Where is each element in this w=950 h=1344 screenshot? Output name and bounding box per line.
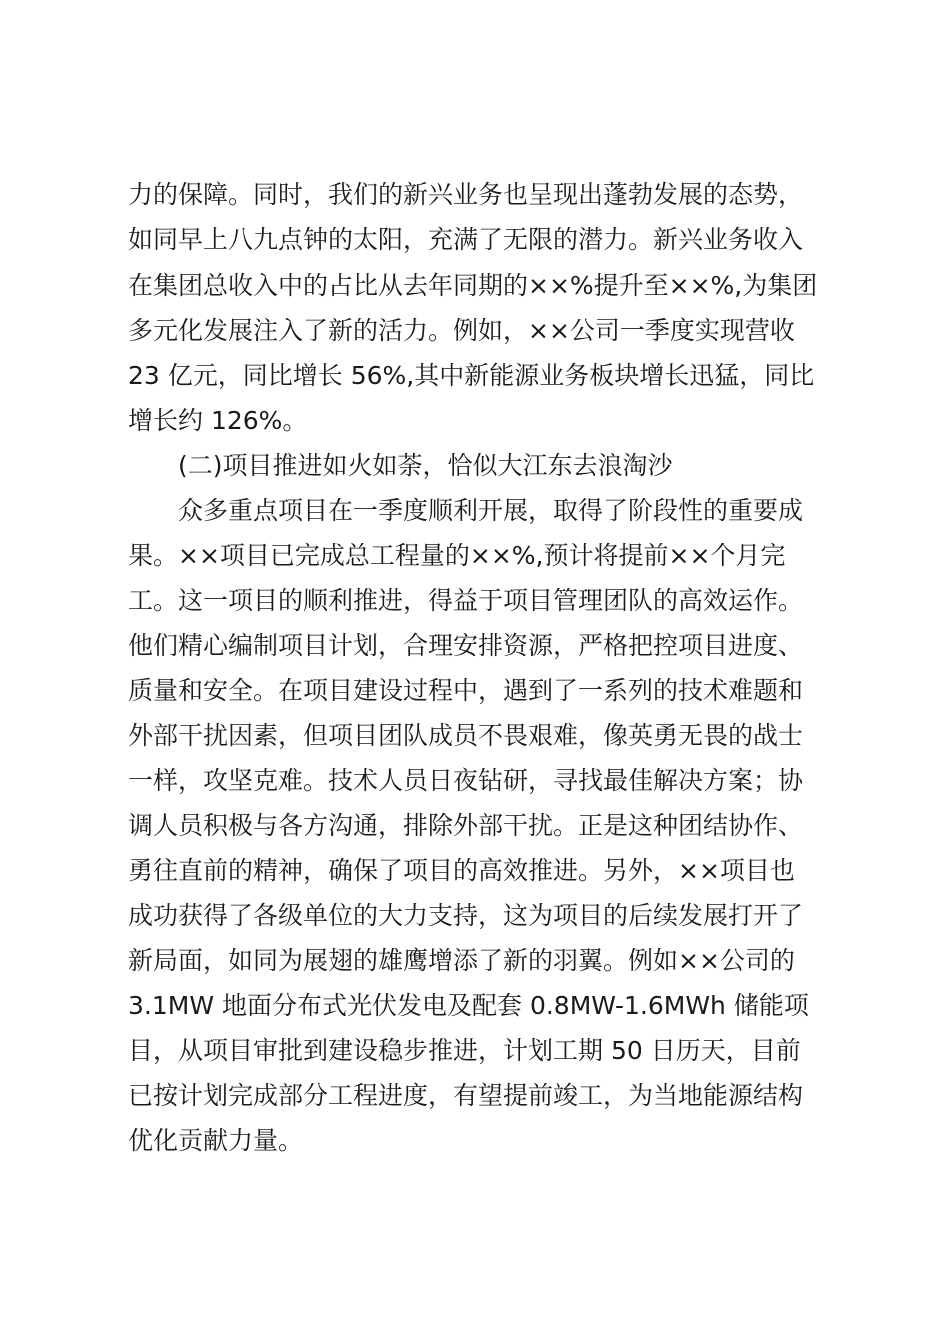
paragraph-line: 调人员积极与各方沟通，排除外部干扰。正是这种团结协作、 [128,811,804,840]
paragraph-line: 已按计划完成部分工程进度，有望提前竣工，为当地能源结构 [128,1081,804,1110]
paragraph-line: 新局面，如同为展翅的雄鹰增添了新的羽翼。例如××公司的 [128,946,795,975]
paragraph-line: 力的保障。同时，我们的新兴业务也呈现出蓬勃发展的态势， [128,180,804,209]
paragraph-line: 如同早上八九点钟的太阳，充满了无限的潜力。新兴业务收入 [128,225,804,254]
paragraph-line: 成功获得了各级单位的大力支持，这为项目的后续发展打开了 [128,901,804,930]
paragraph-line: 质量和安全。在项目建设过程中，遇到了一系列的技术难题和 [128,676,804,705]
paragraph-line: 23 亿元，同比增长 56%,其中新能源业务板块增长迅猛，同比 [128,361,815,390]
paragraph-line: 他们精心编制项目计划，合理安排资源，严格把控项目进度、 [128,631,804,660]
paragraph-line: 外部干扰因素，但项目团队成员不畏艰难，像英勇无畏的战士 [128,721,804,750]
paragraph-line: 工。这一项目的顺利推进，得益于项目管理团队的高效运作。 [128,586,804,615]
section-heading: (二)项目推进如火如荼，恰似大江东去浪淘沙 [178,451,673,480]
paragraph-line: 多元化发展注入了新的活力。例如，××公司一季度实现营收 [128,316,795,345]
paragraph-line: 果。××项目已完成总工程量的××%,预计将提前××个月完 [128,541,786,570]
paragraph-line: 勇往直前的精神，确保了项目的高效推进。另外，××项目也 [128,856,795,885]
paragraph-line: 目，从项目审批到建设稳步推进，计划工期 50 日历天，目前 [128,1036,801,1065]
paragraph-line: 增长约 126%。 [128,406,308,435]
paragraph-line: 在集团总收入中的占比从去年同期的××%提升至××%,为集团 [128,271,818,300]
paragraph-line: 3.1MW 地面分布式光伏发电及配套 0.8MW-1.6MWh 储能项 [128,991,809,1020]
paragraph-line: 众多重点项目在一季度顺利开展，取得了阶段性的重要成 [178,496,804,525]
paragraph-line: 一样，攻坚克难。技术人员日夜钻研，寻找最佳解决方案；协 [128,766,804,795]
paragraph-line: 优化贡献力量。 [128,1126,304,1155]
